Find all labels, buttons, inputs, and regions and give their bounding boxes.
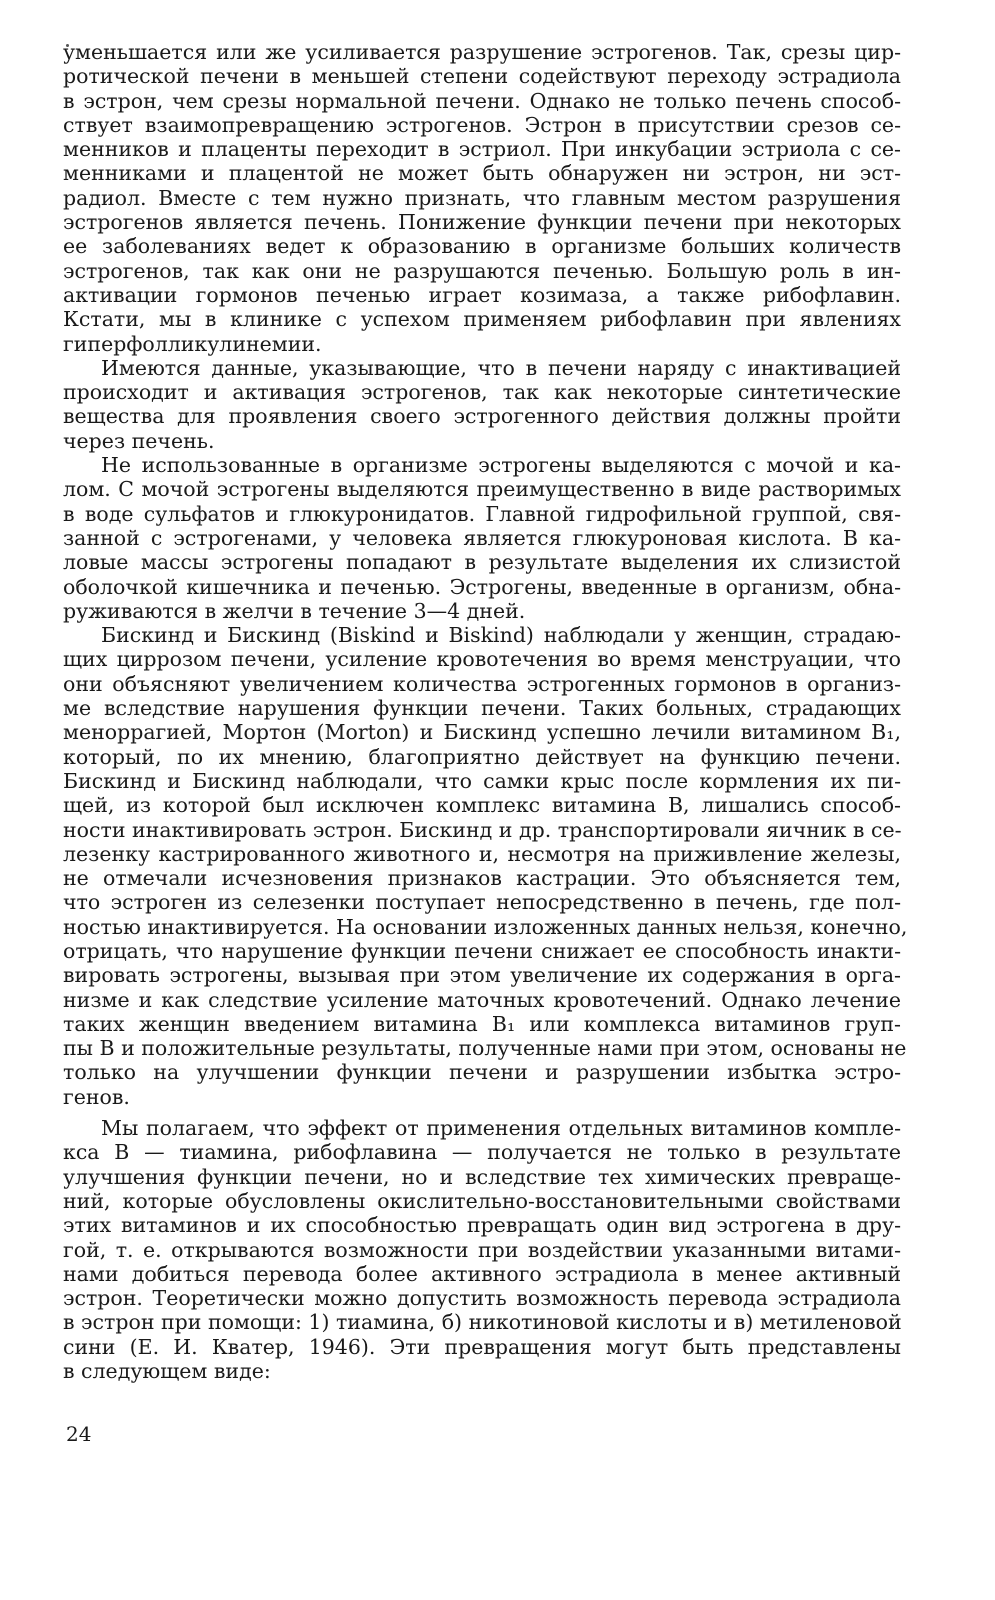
text-line: ловые массы эстрогены попадают в результате выделения их слизистой [63,550,901,575]
text-line: происходит и активация эстрогенов, так как некоторые синтетические [63,380,901,405]
paragraph-gap [63,1109,901,1116]
page-number: 24 [66,1422,92,1446]
paragraph [63,623,908,1109]
text-line: через печень. [63,428,215,453]
text-line: в воде сульфатов и глюкуронидатов. Главной гидрофильной группой, свя- [63,501,901,526]
text-line: в эстрон, чем срезы нормальной печени. Однако не только печень способ- [63,88,901,113]
text-line: Бискинд и Бискинд наблюдали, что самки крыс после кормления их пи- [63,768,901,793]
text-line: радиол. Вместе с тем нужно признать, что главным местом разрушения [63,185,901,210]
text-line: только на улучшении функции печени и разрушении избытка эстро- [63,1060,901,1085]
text-line: таких женщин введением витамина B₁ или комплекса витаминов груп- [63,1011,901,1036]
text-line: низме и как следствие усиление маточных кровотечений. Однако лечение [63,987,901,1012]
text-line: эстрон. Теоретически можно допустить возможность перевода эстрадиола [63,1286,901,1311]
text-line: Мы полагаем, что эффект от применения отдельных витаминов компле- [101,1116,901,1141]
text-line: руживаются в желчи в течение 3—4 дней. [63,598,526,623]
text-line: не отмечали исчезновения признаков кастрации. Это объясняется тем, [63,866,901,891]
text-line: занной с эстрогенами, у человека является глюкуроновая кислота. В ка- [63,525,901,550]
text-line: пы B и положительные результаты, полученные нами при этом, основаны не [63,1036,907,1061]
text-line: генов. [63,1084,130,1109]
text-line: кса B — тиамина, рибофлавина — получается не только в результате [63,1140,901,1165]
text-line: меноррагией, Мортон (Morton) и Бискинд успешно лечили витамином B₁, [63,720,901,745]
text-line: менниками и плацентой не может быть обнаружен ни эстрон, ни эст- [63,161,901,186]
text-line: Не использованные в организме эстрогены выделяются с мочой и ка- [101,453,901,478]
text-line: лом. С мочой эстрогены выделяются преимущественно в виде растворимых [63,477,901,502]
text-line: эстрогенов является печень. Понижение функции печени при некоторых [63,210,901,235]
text-line: ний, которые обусловлены окислительно-восстановительными свойствами [63,1188,901,1213]
text-line: вировать эстрогены, вызывая при этом увеличение их содержания в орга- [63,963,901,988]
text-line: улучшения функции печени, но и вследствие тех химических превраще- [63,1164,901,1189]
text-line: оболочкой кишечника и печенью. Эстрогены, введенные в организм, обна- [63,574,901,599]
text-line: гой, т. е. открываются возможности при воздействии указанными витами- [63,1237,901,1262]
paragraph [63,453,901,623]
text-line: в эстрон при помощи: 1) тиамина, б) никотиновой кислоты и в) метиленовой [63,1310,902,1335]
text-line: ее заболеваниях ведет к образованию в организме больших количеств [63,234,901,259]
text-line: они объясняют увеличением количества эстрогенных гормонов в организ- [63,671,901,696]
text-line: который, по их мнению, благоприятно действует на функцию печени. [63,744,901,769]
text-line: этих витаминов и их способностью превращать один вид эстрогена в дру- [63,1213,901,1238]
text-line: Бискинд и Бискинд (Biskind и Biskind) наблюдали у женщин, страдаю- [101,623,901,648]
body-text [63,40,908,1384]
text-line: что эстроген из селезенки поступает непосредственно в печень, где пол- [63,890,901,915]
text-line: щей, из которой был исключен комплекс витамина B, лишались способ- [63,793,901,818]
paragraph [63,40,901,356]
text-line: нами добиться перевода более активного эстрадиола в менее активный [63,1261,901,1286]
text-line: сини (Е. И. Кватер, 1946). Эти превращения могут быть представлены [63,1334,901,1359]
text-line: эстрогенов, так как они не разрушаются печенью. Большую роль в ин- [63,258,901,283]
text-line: ротической печени в меньшей степени содействуют переходу эстрадиола [63,64,901,89]
text-line: щих циррозом печени, усиление кровотечения во время менструации, что [63,647,901,672]
paragraph [63,1116,901,1383]
text-line: ностью инактивируется. На основании изложенных данных нельзя, конечно, [63,914,908,939]
paragraph [63,356,901,453]
text-line: активации гормонов печенью играет козимаза, а также рибофлавин. [63,282,901,307]
text-line: вещества для проявления своего эстрогенного действия должны пройти [63,404,901,429]
text-line: в следующем виде: [63,1359,271,1384]
text-line: уменьшается или же усиливается разрушение эстрогенов. Так, срезы цир- [63,40,901,64]
text-line: ности инактивировать эстрон. Бискинд и др. транспортировали яичник в се- [63,817,902,842]
text-line: лезенку кастрированного животного и, несмотря на приживление железы, [63,841,901,866]
text-line: Кстати, мы в клинике с успехом применяем рибофлавин при явлениях [63,307,901,332]
text-line: ме вследствие нарушения функции печени. Таких больных, страдающих [63,696,901,721]
text-line: менников и плаценты переходит в эстриол. При инкубации эстриола с се- [63,137,901,162]
text-line: Имеются данные, указывающие, что в печени наряду с инактивацией [101,355,901,380]
text-line: ствует взаимопревращению эстрогенов. Эстрон в присутствии срезов се- [63,112,901,137]
text-line: гиперфолликулинемии. [63,331,322,356]
text-line: отрицать, что нарушение функции печени снижает ее способность инакти- [63,938,901,963]
